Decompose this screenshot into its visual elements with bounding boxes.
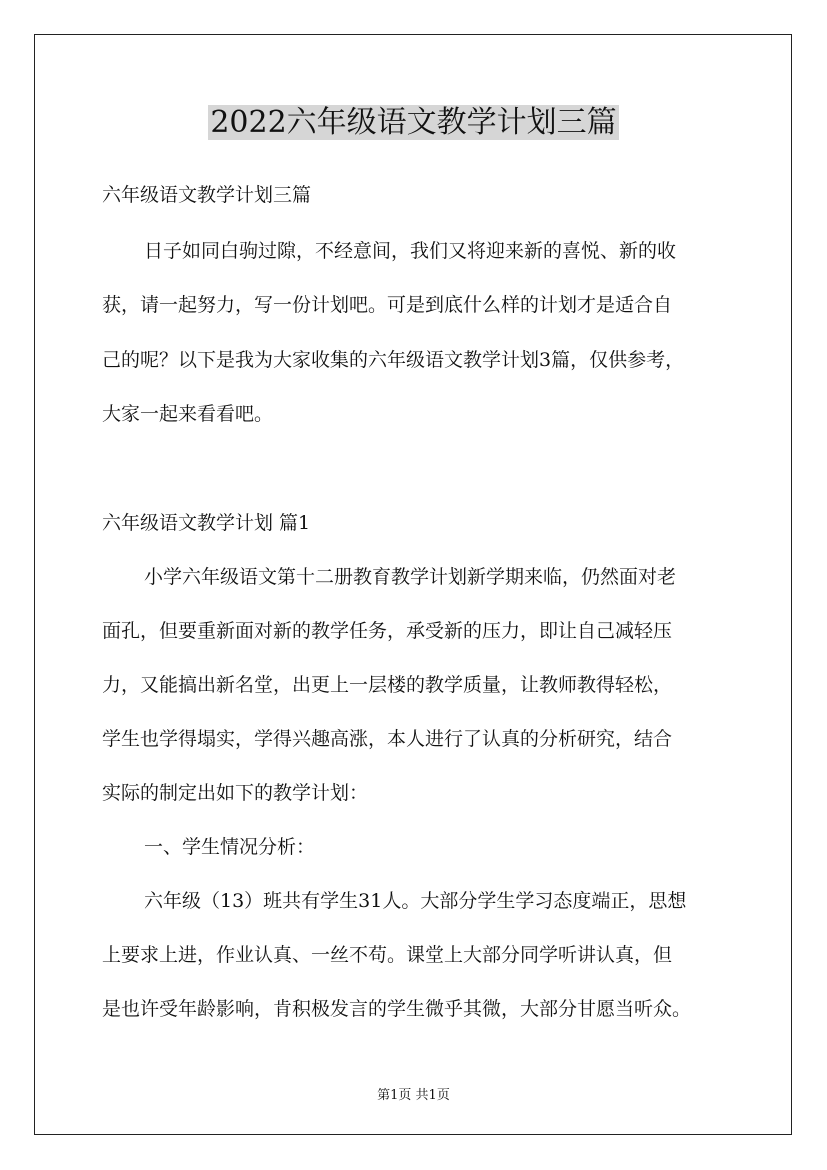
intro-line-3: 己的呢？以下是我为大家收集的六年级语文教学计划3篇，仅供参考， [102,349,685,371]
body-line-4: 学生也学得塌实，学得兴趣高涨，本人进行了认真的分析研究，结合 [102,728,673,750]
document-title [0,100,827,146]
body-line-2: 面孔，但要重新面对新的教学任务，承受新的压力，即让自己减轻压 [102,620,673,642]
body-line-5: 实际的制定出如下的教学计划： [102,782,369,804]
analysis-line-3: 是也许受年龄影响，肯积极发言的学生微乎其微，大部分甘愿当听众。 [102,998,692,1020]
section-heading: 六年级语文教学计划 篇1 [102,512,311,534]
intro-line-2: 获，请一起努力，写一份计划吧。可是到底什么样的计划才是适合自 [102,294,673,316]
subheading: 一、学生情况分析： [144,836,316,858]
intro-line-1: 日子如同白驹过隙，不经意间，我们又将迎来新的喜悦、新的收 [144,240,677,262]
analysis-line-1: 六年级（13）班共有学生31人。大部分学生学习态度端正，思想 [144,890,687,912]
body-line-3: 力，又能搞出新名堂，出更上一层楼的教学质量，让教师教得轻松， [102,674,673,696]
page-footer: 第1页 共1页 [377,1088,450,1103]
body-line-1: 小学六年级语文第十二册教育教学计划新学期来临，仍然面对老 [144,566,677,588]
analysis-line-2: 上要求上进，作业认真、一丝不苟。课堂上大部分同学听讲认真，但 [102,944,673,966]
document-title-text: 2022六年级语文教学计划三篇 [210,105,617,140]
document-subtitle: 六年级语文教学计划三篇 [102,184,312,206]
intro-line-4: 大家一起来看看吧。 [102,403,274,425]
